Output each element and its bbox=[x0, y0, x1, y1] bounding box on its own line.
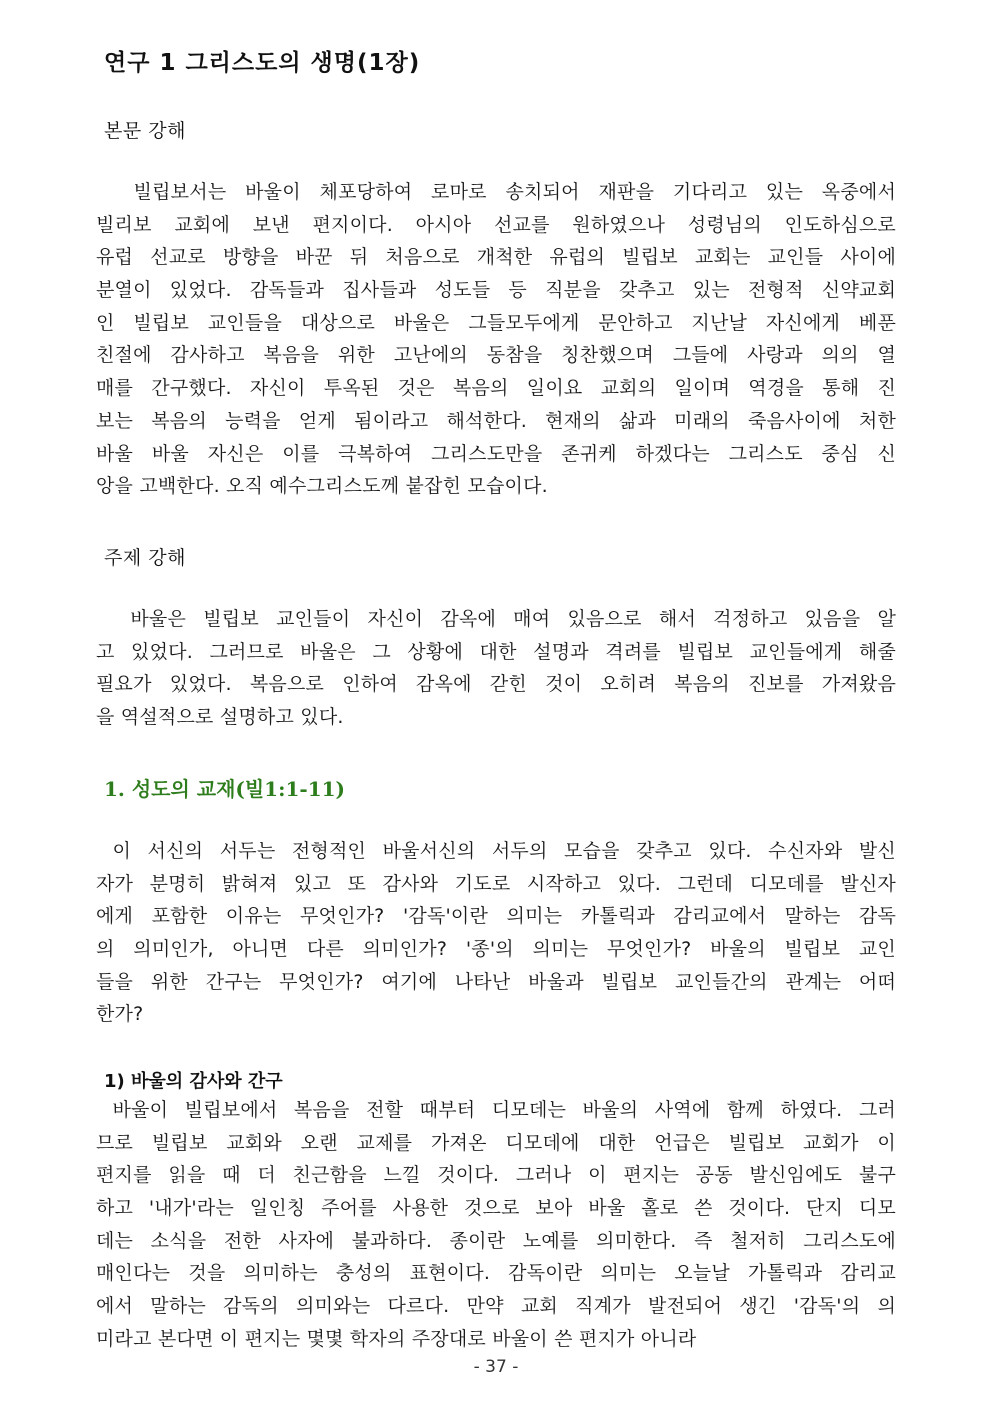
paragraph-text-exposition bbox=[96, 176, 896, 503]
paragraph-line: 자가 분명히 밝혀져 있고 또 감사와 기도로 시작하고 있다. 그런데 디모데를 발신자 bbox=[96, 872, 896, 895]
paragraph-line: 매를 간구했다. 자신이 투옥된 것은 복음의 일이요 교회의 일이며 역경을 통해 진 bbox=[96, 377, 896, 400]
paragraph-line: 매인다는 것을 의미하는 충성의 표현이다. 감독이란 의미는 오늘날 가톨릭과 감리교 bbox=[96, 1262, 896, 1285]
section-heading-theme-exposition: 주제 강해 bbox=[104, 547, 186, 569]
paragraph-line: 이 서신의 서두는 전형적인 바울서신의 서두의 모습을 갖추고 있다. 수신자와 발신 bbox=[96, 840, 896, 862]
paragraph-line: 보는 복음의 능력을 얻게 됨이라고 해석한다. 현재의 삶과 미래의 죽음사이에 처한 bbox=[96, 409, 896, 432]
paragraph-line: 바울이 빌립보에서 복음을 전할 때부터 디모데는 바울의 사역에 함께 하였다. 그러 bbox=[96, 1099, 896, 1121]
paragraph-line: 미라고 본다면 이 편지는 몇몇 학자의 주장대로 바울이 쓴 편지가 아니라 bbox=[96, 1327, 697, 1350]
paragraph-line: 하고 '내가'라는 일인칭 주어를 사용한 것으로 보아 바울 홀로 쓴 것이다. 단지 디모 bbox=[96, 1197, 896, 1220]
paragraph-line: 유럽 선교로 방향을 바꾼 뒤 처음으로 개척한 유럽의 빌립보 교회는 교인들 사이에 bbox=[96, 246, 896, 269]
paragraph-line: 의 의미인가, 아니면 다른 의미인가? '종'의 의미는 무엇인가? 바울의 빌립보 교인 bbox=[96, 938, 896, 961]
paragraph-line: 에서 말하는 감독의 의미와는 다르다. 만약 교회 직계가 발전되어 생긴 '감독'의 의 bbox=[96, 1295, 896, 1318]
section-heading-fellowship: 1. 성도의 교재(빌1:1-11) bbox=[104, 777, 345, 801]
page-title: 연구 1 그리스도의 생명(1장) bbox=[104, 50, 421, 76]
paragraph-line: 을 역설적으로 설명하고 있다. bbox=[96, 706, 344, 729]
paragraph-line: 고 있었다. 그러므로 바울은 그 상황에 대한 설명과 격려를 빌립보 교인들에게 해줄 bbox=[96, 640, 896, 663]
page-number: - 37 - bbox=[473, 1357, 519, 1377]
paragraph-line: 분열이 있었다. 감독들과 집사들과 성도들 등 직분을 갖추고 있는 전형적 신약교회 bbox=[96, 279, 896, 302]
paragraph-line: 바울 바울 자신은 이를 극복하여 그리스도만을 존귀케 하겠다는 그리스도 중심 신 bbox=[96, 442, 896, 465]
paragraph-theme-exposition bbox=[96, 603, 896, 734]
paragraph-line: 한가? bbox=[96, 1003, 144, 1026]
subsection-heading-thanks-prayer: 1) 바울의 감사와 간구 bbox=[104, 1071, 283, 1092]
paragraph-line: 들을 위한 간구는 무엇인가? 여기에 나타난 바울과 빌립보 교인들간의 관계는 어떠 bbox=[96, 970, 896, 993]
paragraph-line: 에게 포함한 이유는 무엇인가? '감독'이란 의미는 카톨릭과 감리교에서 말하는 감독 bbox=[96, 905, 896, 928]
paragraph-line: 므로 빌립보 교회와 오랜 교제를 가져온 디모데에 대한 언급은 빌립보 교회가 이 bbox=[96, 1131, 896, 1154]
paragraph-line: 인 빌립보 교인들을 대상으로 바울은 그들모두에게 문안하고 지난날 자신에게 베푼 bbox=[96, 311, 896, 334]
paragraph-line: 편지를 읽을 때 더 친근함을 느낄 것이다. 그러나 이 편지는 공동 발신임에도 불구 bbox=[96, 1164, 896, 1187]
paragraph-fellowship bbox=[96, 835, 896, 1031]
section-heading-text-exposition: 본문 강해 bbox=[104, 120, 186, 142]
paragraph-line: 바울은 빌립보 교인들이 자신이 감옥에 매여 있음으로 해서 걱정하고 있음을 알 bbox=[96, 608, 896, 630]
paragraph-line: 데는 소식을 전한 사자에 불과하다. 종이란 노예를 의미한다. 즉 철저히 그리스도에 bbox=[96, 1229, 896, 1252]
paragraph-thanks-prayer bbox=[96, 1094, 896, 1356]
paragraph-line: 필요가 있었다. 복음으로 인하여 감옥에 갇힌 것이 오히려 복음의 진보를 가져왔음 bbox=[96, 673, 896, 696]
paragraph-line: 앙을 고백한다. 오직 예수그리스도께 붙잡힌 모습이다. bbox=[96, 475, 548, 498]
paragraph-line: 친절에 감사하고 복음을 위한 고난에의 동참을 칭찬했으며 그들에 사랑과 의의 열 bbox=[96, 344, 896, 367]
paragraph-line: 빌립보서는 바울이 체포당하여 로마로 송치되어 재판을 기다리고 있는 옥중에서 bbox=[96, 181, 896, 203]
paragraph-line: 빌리보 교회에 보낸 편지이다. 아시아 선교를 원하였으나 성령님의 인도하심으로 bbox=[96, 213, 896, 236]
